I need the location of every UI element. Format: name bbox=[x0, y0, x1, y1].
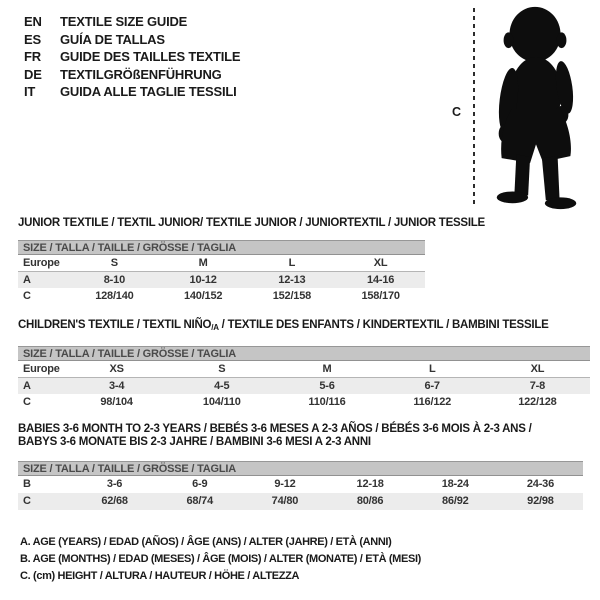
row-label: B bbox=[23, 478, 31, 490]
value-cell: 68/74 bbox=[186, 495, 214, 507]
lang-label: TEXTILGRÖßENFÜHRUNG bbox=[60, 66, 222, 82]
table-row bbox=[18, 361, 590, 378]
value-cell: 86/92 bbox=[442, 495, 469, 507]
row-label: C bbox=[23, 495, 31, 507]
footnote-a: A. AGE (YEARS) / EDAD (AÑOS) / ÂGE (ANS) / ALTER (JAHRE) / ETÀ (ANNI) bbox=[20, 536, 392, 548]
row-label: C bbox=[23, 290, 31, 302]
babies-table-title bbox=[18, 423, 583, 449]
size-cell: XS bbox=[109, 363, 124, 375]
value-cell: 158/170 bbox=[361, 290, 400, 302]
row-label: Europe bbox=[23, 257, 60, 269]
title-text: CHILDREN'S TEXTILE / TEXTIL NIÑO bbox=[18, 319, 212, 331]
value-cell: 62/68 bbox=[101, 495, 128, 507]
row-label: Europe bbox=[23, 363, 60, 375]
value-cell: 24-36 bbox=[526, 478, 555, 490]
value-cell: 92/98 bbox=[527, 495, 554, 507]
value-cell: 3-4 bbox=[108, 380, 125, 392]
lang-label: GUIDA ALLE TAGLIE TESSILI bbox=[60, 84, 237, 99]
value-cell: 116/122 bbox=[413, 396, 452, 408]
lang-row-it bbox=[24, 83, 240, 101]
value-cell: 14-16 bbox=[367, 274, 395, 286]
value-cell: 6-9 bbox=[192, 478, 208, 490]
lang-code: IT bbox=[24, 84, 36, 99]
value-cell: 122/128 bbox=[518, 396, 557, 408]
value-cell: 12-18 bbox=[356, 478, 384, 490]
value-cell: 80/86 bbox=[356, 495, 384, 507]
lang-code: FR bbox=[24, 49, 41, 64]
row-label: A bbox=[23, 274, 31, 286]
title-subscript: /A bbox=[211, 323, 219, 332]
size-header-bar: SIZE / TALLA / TAILLE / GRÖSSE / TAGLIA bbox=[18, 240, 425, 255]
height-measure-label: C bbox=[452, 105, 462, 119]
lang-label: GUIDE DES TAILLES TEXTILE bbox=[60, 49, 241, 64]
lang-row-en bbox=[24, 13, 240, 31]
size-cell: L bbox=[428, 363, 436, 375]
value-cell: 4-5 bbox=[214, 380, 230, 392]
lang-label: GUÍA DE TALLAS bbox=[60, 31, 165, 47]
baby-silhouette-icon bbox=[482, 4, 590, 212]
size-cell: L bbox=[288, 257, 296, 269]
table-row bbox=[18, 288, 425, 304]
table-row bbox=[18, 378, 590, 394]
value-cell: 3-6 bbox=[106, 478, 123, 490]
value-cell: 98/104 bbox=[100, 396, 133, 408]
value-cell: 5-6 bbox=[319, 380, 335, 392]
table-row bbox=[18, 493, 583, 510]
value-cell: 12-13 bbox=[278, 274, 306, 286]
footnote-c: C. (cm) HEIGHT / ALTURA / HAUTEUR / HÖHE / ALTEZZA bbox=[20, 570, 300, 582]
value-cell: 7-8 bbox=[529, 380, 546, 392]
children-table bbox=[18, 319, 590, 410]
footnotes bbox=[20, 534, 421, 585]
size-cell: M bbox=[322, 363, 332, 375]
lang-row-de bbox=[24, 66, 240, 84]
size-header-bar: SIZE / TALLA / TAILLE / GRÖSSE / TAGLIA bbox=[18, 461, 583, 476]
title-line: BABYS 3-6 MONATE BIS 2-3 JAHRE / BAMBINI 3-6 MESI A 2-3 ANNI bbox=[18, 436, 371, 448]
value-cell: 74/80 bbox=[271, 495, 299, 507]
lang-code: EN bbox=[24, 14, 42, 29]
language-list bbox=[24, 13, 240, 101]
lang-row-es bbox=[24, 31, 240, 49]
table-row bbox=[18, 255, 425, 272]
title-text: / TEXTILE DES ENFANTS / KINDERTEXTIL / BAMBINI TESSILE bbox=[218, 319, 549, 331]
junior-table bbox=[18, 217, 485, 304]
size-cell: XL bbox=[530, 363, 545, 375]
value-cell: 152/158 bbox=[272, 290, 312, 302]
value-cell: 104/110 bbox=[202, 396, 241, 408]
table-row bbox=[18, 394, 590, 410]
size-cell: S bbox=[110, 257, 118, 269]
size-cell: S bbox=[218, 363, 226, 375]
value-cell: 140/152 bbox=[183, 290, 223, 302]
value-cell: 110/116 bbox=[308, 396, 346, 408]
value-cell: 18-24 bbox=[441, 478, 469, 490]
lang-code: ES bbox=[24, 31, 41, 47]
value-cell: 128/140 bbox=[95, 290, 134, 302]
value-cell: 6-7 bbox=[424, 380, 440, 392]
size-cell: XL bbox=[373, 257, 388, 269]
size-cell: M bbox=[198, 257, 208, 269]
size-header-bar: SIZE / TALLA / TAILLE / GRÖSSE / TAGLIA bbox=[18, 346, 590, 361]
row-label: A bbox=[23, 380, 31, 392]
value-cell: 10-12 bbox=[189, 274, 217, 286]
table-row bbox=[18, 476, 583, 493]
children-table-title bbox=[18, 319, 590, 334]
height-measure-line bbox=[473, 8, 475, 205]
lang-code: DE bbox=[24, 66, 42, 82]
value-cell: 8-10 bbox=[103, 274, 125, 286]
babies-table bbox=[18, 423, 583, 510]
junior-table-title: JUNIOR TEXTILE / TEXTIL JUNIOR/ TEXTILE JUNIOR / JUNIORTEXTIL / JUNIOR TESSILE bbox=[18, 217, 485, 229]
lang-row-fr bbox=[24, 48, 240, 66]
value-cell: 9-12 bbox=[274, 478, 296, 490]
lang-label: TEXTILE SIZE GUIDE bbox=[60, 14, 188, 29]
table-row bbox=[18, 272, 425, 288]
title-line: BABIES 3-6 MONTH TO 2-3 YEARS / BEBÉS 3-6 MESES A 2-3 AÑOS / BÉBÉS 3-6 MOIS À 2-3 ANS / bbox=[18, 423, 532, 435]
row-label: C bbox=[23, 396, 31, 408]
footnote-b: B. AGE (MONTHS) / EDAD (MESES) / ÂGE (MOIS) / ALTER (MONATE) / ETÀ (MESI) bbox=[20, 553, 421, 565]
